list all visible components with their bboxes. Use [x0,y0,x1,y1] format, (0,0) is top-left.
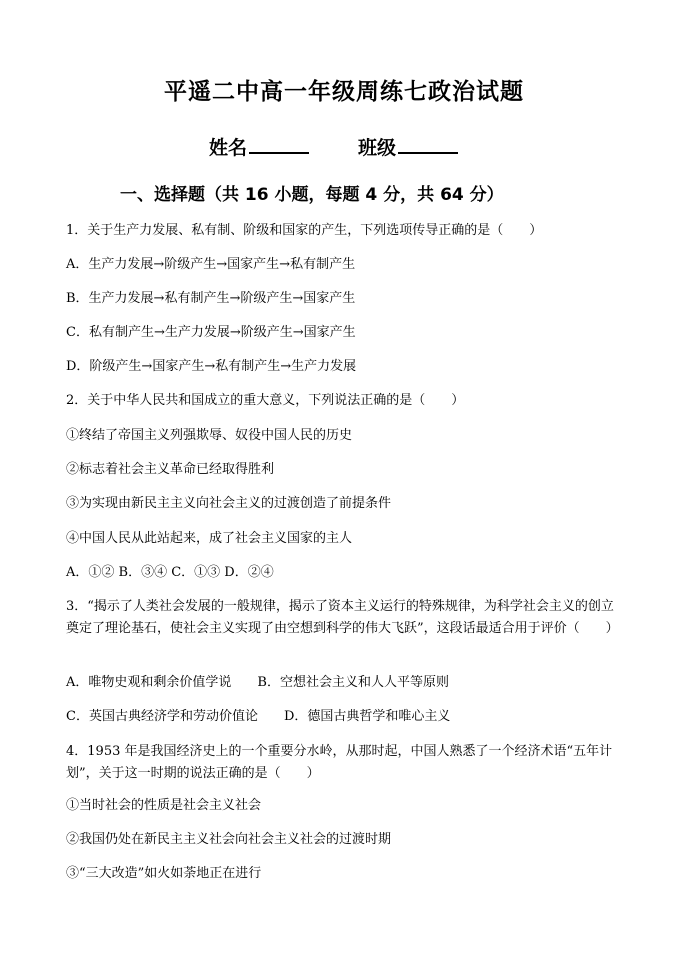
student-info-row [0,133,688,163]
q3-options-cd: C．英国古典经济学和劳动价值论 D．德国古典哲学和唯心主义 [66,709,451,724]
q2-statement-4: ④中国人民从此站起来，成了社会主义国家的主人 [66,531,353,546]
class-blank[interactable] [398,134,458,154]
q2-options: A．①② B．③④ C．①③ D．②④ [66,565,274,580]
q3-stem: 3．“揭示了人类社会发展的一般规律，揭示了资本主义运行的特殊规律，为科学社会主义的创立奠定了理论基石，使社会主义实现了由空想到科学的伟大飞跃”，这段话最适合用于评价（ ） [66,599,619,636]
q2-statement-2: ②标志着社会主义革命已经取得胜利 [66,462,275,477]
name-label: 姓名 [209,137,248,159]
q3-options-ab: A．唯物史观和剩余价值学说 B．空想社会主义和人人平等原则 [66,675,449,690]
q2-stem: 2．关于中华人民共和国成立的重大意义，下列说法正确的是（ ） [66,393,465,408]
q1-option-b: B．生产力发展→私有制产生→阶级产生→国家产生 [66,291,356,306]
q4-statement-3: ③“三大改造”如火如荼地正在进行 [66,866,262,881]
q2-statement-3: ③为实现由新民主主义向社会主义的过渡创造了前提条件 [66,496,392,511]
name-field [209,133,309,160]
q1-stem: 1．关于生产力发展、私有制、阶级和国家的产生，下列选项传导正确的是（ ） [66,223,543,238]
q4-stem: 4．1953 年是我国经济史上的一个重要分水岭，从那时起，中国人熟悉了一个经济术语“五年计划”，关于这一时期的说法正确的是（ ） [66,744,613,781]
class-label: 班级 [358,137,397,159]
exam-title: 平遥二中高一年级周练七政治试题 [164,79,524,105]
name-blank[interactable] [249,134,309,154]
q1-option-c: C．私有制产生→生产力发展→阶级产生→国家产生 [66,325,356,340]
q1-option-d: D．阶级产生→国家产生→私有制产生→生产力发展 [66,359,357,374]
section-heading: 一、选择题（共 16 小题，每题 4 分，共 64 分） [120,185,504,205]
q4-statement-1: ①当时社会的性质是社会主义社会 [66,798,262,813]
q2-statement-1: ①终结了帝国主义列强欺辱、奴役中国人民的历史 [66,428,353,443]
q1-option-a: A．生产力发展→阶级产生→国家产生→私有制产生 [66,257,356,272]
q4-statement-2: ②我国仍处在新民主主义社会向社会主义社会的过渡时期 [66,832,392,847]
class-field [358,133,458,160]
